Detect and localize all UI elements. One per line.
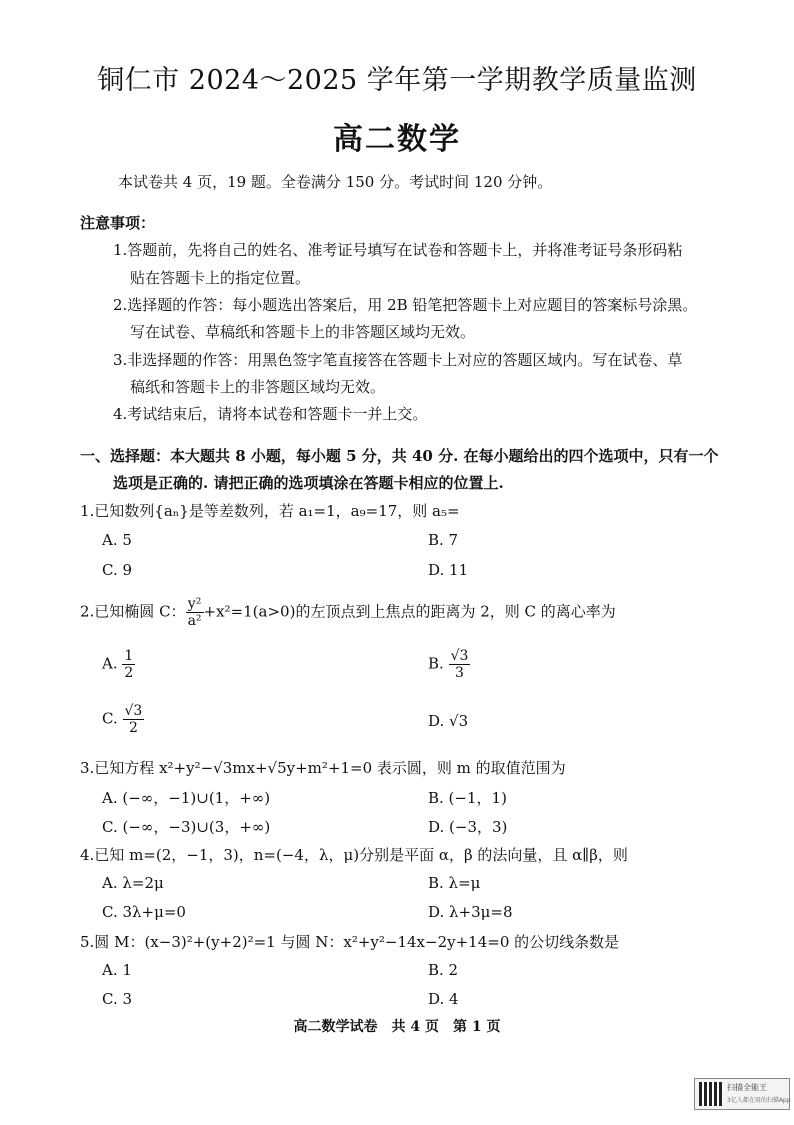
fraction-num: √3: [124, 703, 143, 719]
question-1-option-d: D. 11: [428, 561, 469, 579]
question-5-option-d: D. 4: [428, 990, 459, 1008]
question-1-option-c: C. 9: [102, 561, 133, 579]
question-2-stem-pre: 2.已知椭圆 C：: [80, 602, 186, 621]
fraction-den: 2: [124, 665, 134, 681]
section-heading-line1: 一、选择题：本大题共 8 小题，每小题 5 分，共 40 分. 在每小题给出的四个选项中，只有一个: [80, 447, 719, 465]
question-5-option-c: C. 3: [102, 990, 133, 1008]
question-1-stem: 1.已知数列{aₙ}是等差数列，若 a₁=1，a₉=17，则 a₅=: [80, 502, 460, 520]
notice-item-3-line1: 3.非选择题的作答：用黑色签字笔直接答在答题卡上对应的答题区域内。写在试卷、草: [113, 351, 683, 369]
watermark-sub: 3亿人都在用的扫描App: [727, 1097, 791, 1104]
question-3-option-a: A. (−∞，−1)∪(1，+∞): [102, 789, 271, 807]
question-2-stem-post: +x²=1(a>0)的左顶点到上焦点的距离为 2，则 C 的离心率为: [203, 602, 616, 621]
option-label: A.: [102, 654, 118, 673]
fraction-num: 1: [124, 648, 134, 664]
question-3-stem: 3.已知方程 x²+y²−√3mx+√5y+m²+1=0 表示圆，则 m 的取值范围为: [80, 759, 566, 777]
fraction-den: 3: [455, 665, 464, 681]
question-2-fraction: [186, 596, 204, 629]
question-2-option-a: [102, 648, 135, 681]
question-2-fraction-num: y²: [186, 596, 204, 613]
scanner-watermark: [694, 1078, 790, 1110]
question-4-option-d: D. λ+3μ=8: [428, 903, 513, 921]
section-heading-line2: 选项是正确的. 请把正确的选项填涂在答题卡相应的位置上.: [113, 474, 504, 492]
question-5-option-b: B. 2: [428, 961, 459, 979]
question-3-option-b: B. (−1，1): [428, 789, 507, 807]
question-2-option-d: D. √3: [428, 712, 469, 730]
question-2-option-c: [102, 703, 144, 736]
question-1-option-b: B. 7: [428, 531, 459, 549]
option-label: C.: [102, 709, 118, 728]
question-4-option-a: A. λ=2μ: [102, 874, 164, 892]
notice-item-4: 4.考试结束后，请将本试卷和答题卡一并上交。: [113, 405, 428, 423]
exam-title: 铜仁市 2024～2025 学年第一学期教学质量监测: [97, 65, 697, 96]
notice-item-1-line1: 1.答题前，先将自己的姓名、准考证号填写在试卷和答题卡上，并将准考证号条形码粘: [113, 241, 683, 259]
notice-item-1-line2: 贴在答题卡上的指定位置。: [130, 269, 311, 287]
question-4-option-b: B. λ=μ: [428, 874, 481, 892]
question-2-stem: [80, 596, 616, 629]
fraction-den: 2: [128, 720, 138, 736]
question-3-option-c: C. (−∞，−3)∪(3，+∞): [102, 818, 271, 836]
watermark-label: 扫描全能王: [727, 1083, 767, 1092]
question-2-fraction-den: a²: [187, 613, 202, 629]
option-label: B.: [428, 654, 444, 673]
option-b-fraction: [449, 648, 471, 681]
qr-code-icon: [699, 1082, 723, 1106]
option-c-fraction: [123, 703, 145, 736]
subject-title: 高二数学: [333, 122, 461, 157]
option-a-fraction: [122, 648, 135, 681]
notice-item-3-line2: 稿纸和答题卡上的非答题区域均无效。: [130, 378, 386, 396]
notice-heading: 注意事项：: [80, 214, 156, 232]
question-4-option-c: C. 3λ+μ=0: [102, 903, 186, 921]
question-1-option-a: A. 5: [102, 531, 132, 549]
notice-item-2-line1: 2.选择题的作答：每小题选出答案后，用 2B 铅笔把答题卡上对应题目的答案标号涂黑。: [113, 296, 698, 314]
question-3-option-d: D. (−3，3): [428, 818, 508, 836]
question-4-stem: 4.已知 m=(2，−1，3)，n=(−4，λ，μ)分别是平面 α，β 的法向量，且 α∥β，则: [80, 846, 628, 864]
exam-intro: 本试卷共 4 页，19 题。全卷满分 150 分。考试时间 120 分钟。: [118, 173, 553, 191]
question-5-option-a: A. 1: [102, 961, 132, 979]
question-5-stem: 5.圆 M：(x−3)²+(y+2)²=1 与圆 N：x²+y²−14x−2y+14=0 的公切线条数是: [80, 933, 620, 951]
fraction-num: √3: [450, 648, 469, 664]
question-2-option-b: [428, 648, 470, 681]
page-footer: 高二数学试卷 共 4 页 第 1 页: [293, 1019, 501, 1035]
notice-item-2-line2: 写在试卷、草稿纸和答题卡上的非答题区域均无效。: [130, 323, 476, 341]
